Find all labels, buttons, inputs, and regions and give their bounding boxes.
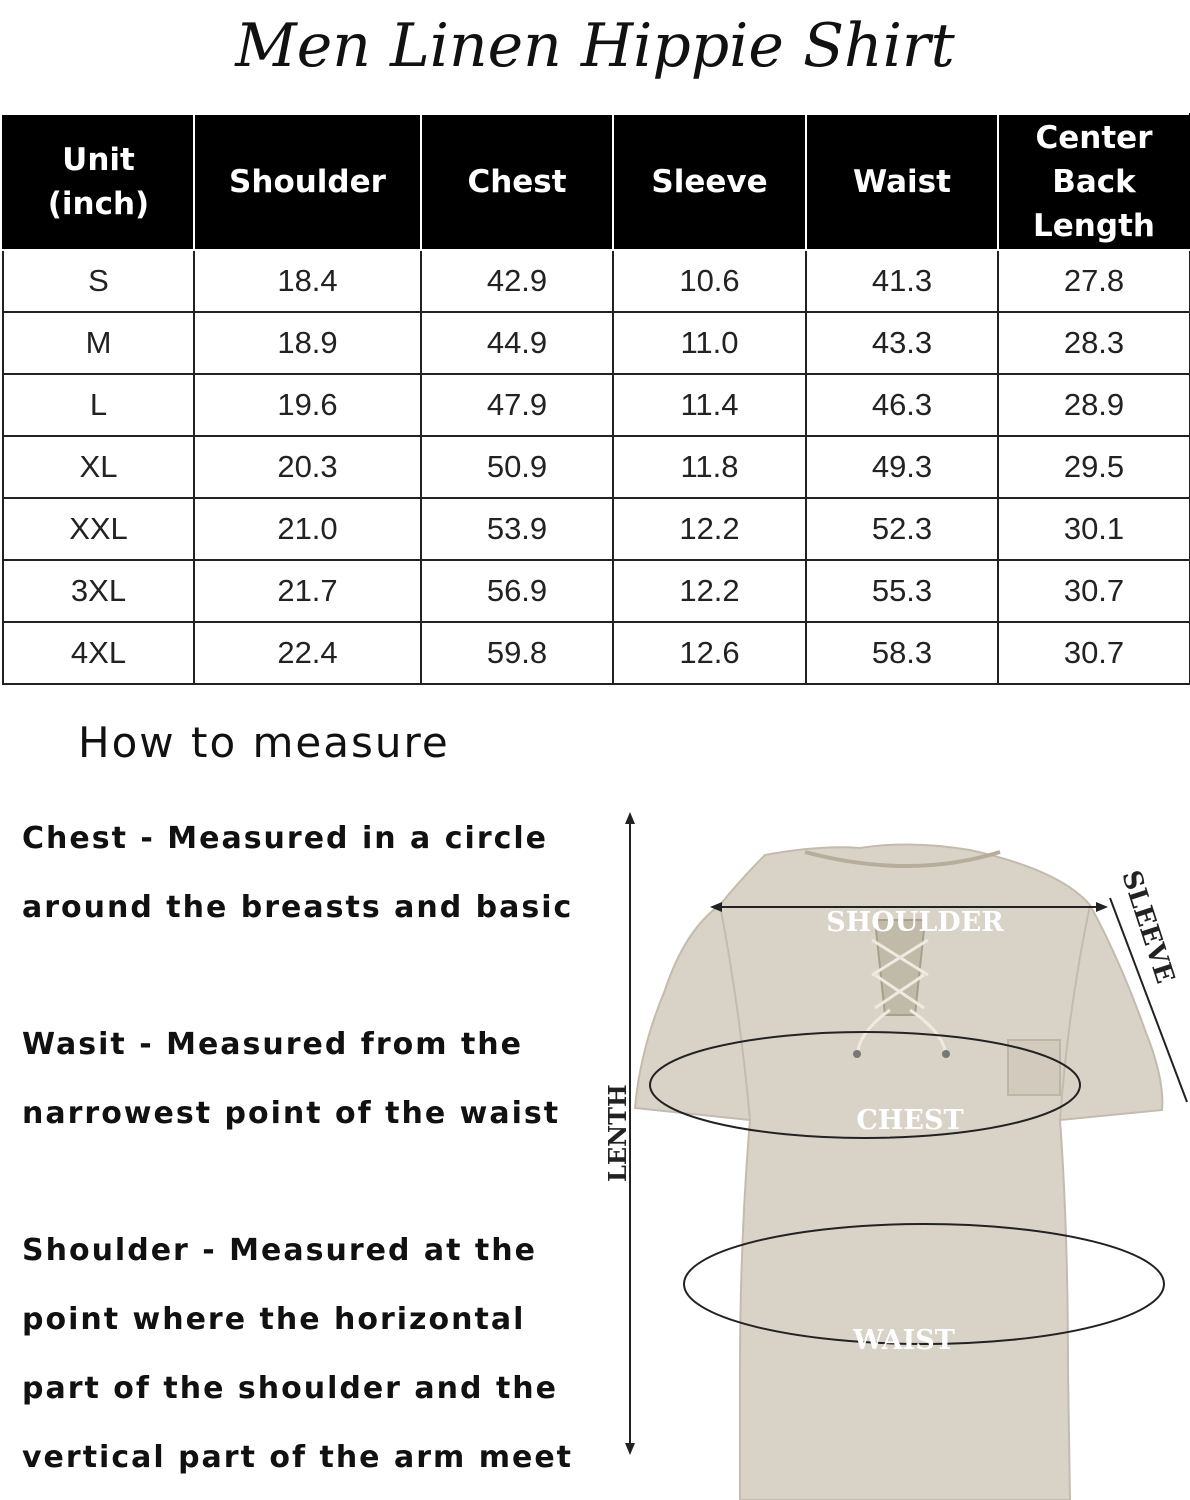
cell-center-back-length: 29.5 [998, 436, 1190, 498]
cell-chest: 50.9 [421, 436, 613, 498]
header-waist: Waist [806, 114, 998, 250]
table-header-row [3, 114, 1190, 250]
cell-chest: 59.8 [421, 622, 613, 684]
cell-sleeve: 12.2 [613, 498, 806, 560]
cell-shoulder: 22.4 [194, 622, 421, 684]
table-row [3, 250, 1190, 312]
waist-description: Wasit - Measured from the narrowest point of the waist [22, 1027, 561, 1131]
chest-description: Chest - Measured in a circle around the breasts and basic [22, 821, 574, 925]
cell-sleeve: 12.2 [613, 560, 806, 622]
cell-waist: 43.3 [806, 312, 998, 374]
cell-center-back-length: 30.7 [998, 622, 1190, 684]
header-sleeve: Sleeve [613, 114, 806, 250]
header-unit: Unit (inch) [3, 114, 194, 250]
cell-waist: 49.3 [806, 436, 998, 498]
cell-waist: 41.3 [806, 250, 998, 312]
cell-center-back-length: 27.8 [998, 250, 1190, 312]
cell-waist: 55.3 [806, 560, 998, 622]
cell-sleeve: 10.6 [613, 250, 806, 312]
sleeve-label: SLEEVE [1115, 866, 1180, 988]
table-row [3, 560, 1190, 622]
chest-label: CHEST [856, 1105, 964, 1136]
cell-center-back-length: 30.1 [998, 498, 1190, 560]
cell-chest: 47.9 [421, 374, 613, 436]
cell-sleeve: 12.6 [613, 622, 806, 684]
length-label: LENTH [603, 1084, 632, 1182]
cell-shoulder: 18.4 [194, 250, 421, 312]
waist-label: WAIST [853, 1325, 955, 1356]
table-row [3, 374, 1190, 436]
cell-shoulder: 18.9 [194, 312, 421, 374]
cell-size: XL [3, 436, 194, 498]
table-row [3, 312, 1190, 374]
how-to-measure-heading: How to measure [78, 718, 450, 767]
cell-size: L [3, 374, 194, 436]
header-center-back-length: Center Back Length [998, 114, 1190, 250]
table-row [3, 622, 1190, 684]
cell-chest: 53.9 [421, 498, 613, 560]
size-chart-table [2, 113, 1190, 685]
header-chest: Chest [421, 114, 613, 250]
cell-shoulder: 20.3 [194, 436, 421, 498]
table-row [3, 498, 1190, 560]
cell-center-back-length: 28.9 [998, 374, 1190, 436]
cell-chest: 56.9 [421, 560, 613, 622]
cell-chest: 42.9 [421, 250, 613, 312]
page-title: Men Linen Hippie Shirt [235, 11, 955, 81]
table-body [3, 250, 1190, 684]
cell-center-back-length: 28.3 [998, 312, 1190, 374]
cell-shoulder: 21.0 [194, 498, 421, 560]
shoulder-label: SHOULDER [826, 907, 1004, 938]
shirt-illustration [635, 844, 1162, 1500]
measurement-diagram [590, 810, 1190, 1500]
cell-waist: 46.3 [806, 374, 998, 436]
cell-size: 4XL [3, 622, 194, 684]
cell-size: M [3, 312, 194, 374]
cell-center-back-length: 30.7 [998, 560, 1190, 622]
cell-shoulder: 19.6 [194, 374, 421, 436]
cell-waist: 52.3 [806, 498, 998, 560]
shoulder-description: Shoulder - Measured at the point where the horizontal part of the shoulder and the vertical part of the arm meet [22, 1233, 574, 1475]
header-shoulder: Shoulder [194, 114, 421, 250]
cell-waist: 58.3 [806, 622, 998, 684]
cell-sleeve: 11.0 [613, 312, 806, 374]
cell-size: XXL [3, 498, 194, 560]
cell-sleeve: 11.8 [613, 436, 806, 498]
cell-shoulder: 21.7 [194, 560, 421, 622]
cell-size: S [3, 250, 194, 312]
cell-chest: 44.9 [421, 312, 613, 374]
table-row [3, 436, 1190, 498]
cell-size: 3XL [3, 560, 194, 622]
cell-sleeve: 11.4 [613, 374, 806, 436]
